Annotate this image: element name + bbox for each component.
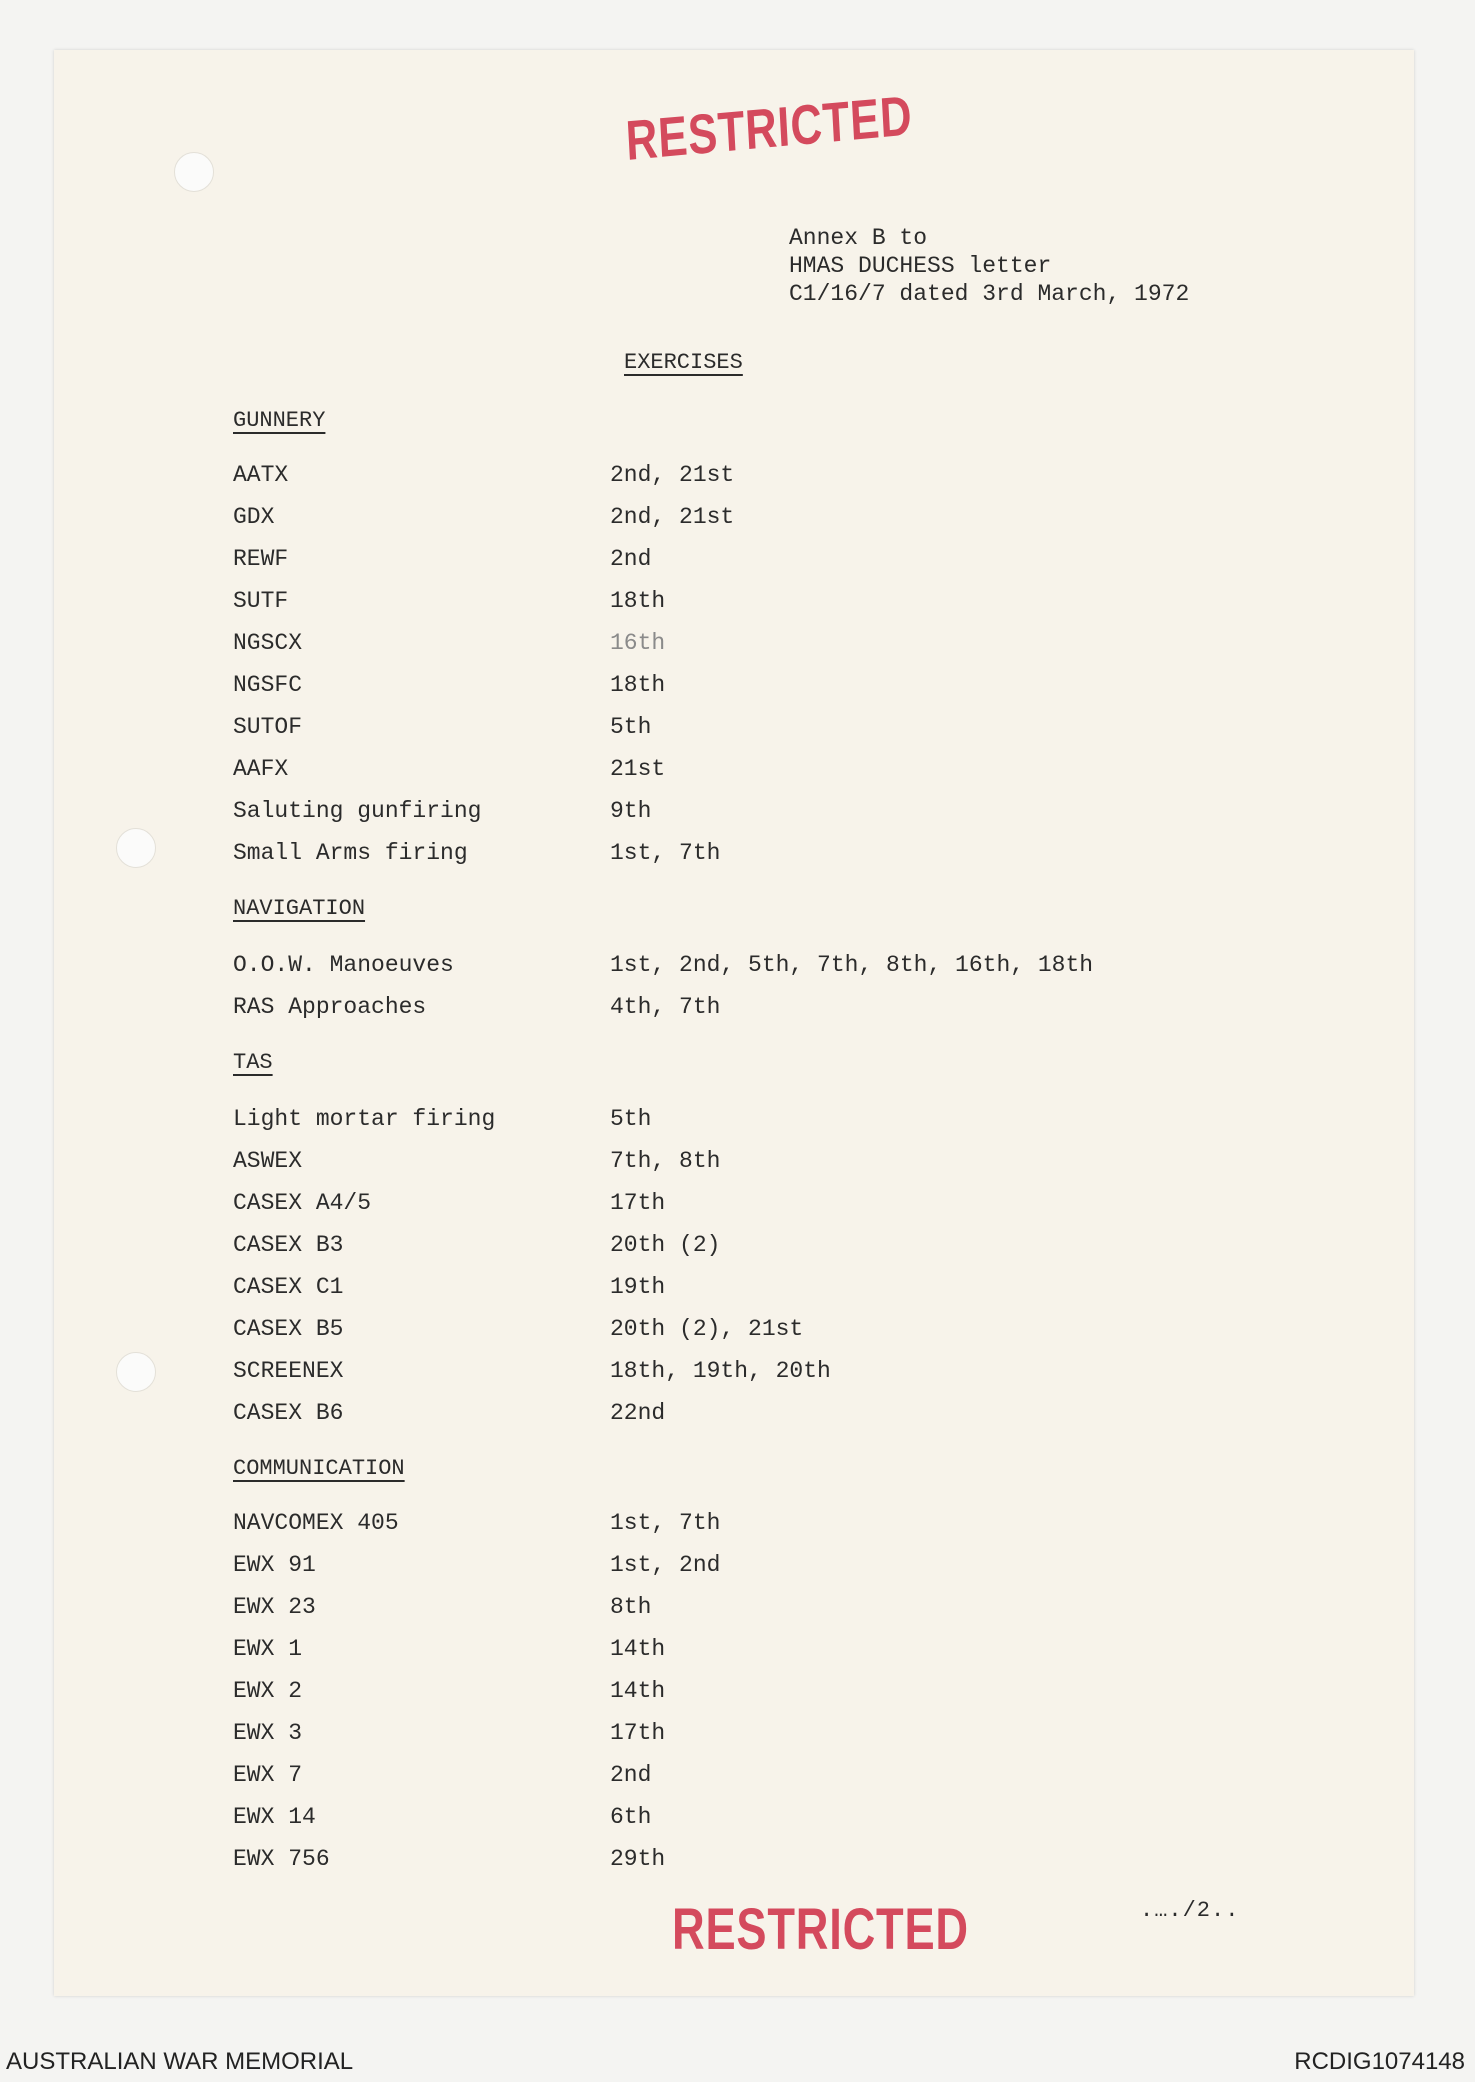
exercise-name: CASEX C1 xyxy=(233,1274,344,1300)
exercise-name: AAFX xyxy=(233,756,289,782)
exercise-dates: 7th, 8th xyxy=(610,1148,721,1174)
exercise-name: EWX 3 xyxy=(233,1720,303,1746)
exercise-dates: 16th xyxy=(610,630,666,656)
exercise-name: CASEX B6 xyxy=(233,1400,344,1426)
exercise-dates: 22nd xyxy=(610,1400,666,1426)
annex-line-1: Annex B to xyxy=(789,225,928,251)
exercise-dates: 9th xyxy=(610,798,652,824)
exercise-dates: 18th xyxy=(610,672,666,698)
exercise-dates: 1st, 2nd, 5th, 7th, 8th, 16th, 18th xyxy=(610,952,1094,978)
exercise-name: REWF xyxy=(233,546,289,572)
exercise-name: Light mortar firing xyxy=(233,1106,496,1132)
exercise-name: EWX 7 xyxy=(233,1762,303,1788)
exercise-name: SUTOF xyxy=(233,714,303,740)
exercise-dates: 18th xyxy=(610,588,666,614)
annex-line-2: HMAS DUCHESS letter xyxy=(789,253,1052,279)
exercise-dates: 5th xyxy=(610,714,652,740)
exercise-name: EWX 2 xyxy=(233,1678,303,1704)
restricted-stamp-bottom: RESTRICTED xyxy=(672,1897,969,1962)
section-heading-gunnery: GUNNERY xyxy=(233,408,326,433)
exercise-dates: 20th (2) xyxy=(610,1232,721,1258)
exercise-dates: 1st, 7th xyxy=(610,1510,721,1536)
exercise-name: NGSCX xyxy=(233,630,303,656)
exercise-dates: 1st, 2nd xyxy=(610,1552,721,1578)
page-continuation-mark: .…./2.. xyxy=(1140,1898,1240,1923)
exercise-dates: 17th xyxy=(610,1720,666,1746)
archive-reference: RCDIG1074148 xyxy=(1294,2048,1465,2075)
exercise-name: EWX 1 xyxy=(233,1636,303,1662)
exercise-dates: 19th xyxy=(610,1274,666,1300)
exercise-name: EWX 23 xyxy=(233,1594,316,1620)
exercise-dates: 6th xyxy=(610,1804,652,1830)
restricted-stamp-top: RESTRICTED xyxy=(624,83,914,172)
exercise-name: EWX 756 xyxy=(233,1846,330,1872)
exercise-dates: 2nd, 21st xyxy=(610,504,735,530)
exercise-dates: 2nd xyxy=(610,546,652,572)
exercise-dates: 21st xyxy=(610,756,666,782)
exercise-name: CASEX B5 xyxy=(233,1316,344,1342)
exercise-name: SCREENEX xyxy=(233,1358,344,1384)
exercise-name: EWX 91 xyxy=(233,1552,316,1578)
exercise-name: CASEX A4/5 xyxy=(233,1190,372,1216)
exercise-dates: 14th xyxy=(610,1678,666,1704)
page-title: EXERCISES xyxy=(624,350,743,375)
exercise-dates: 20th (2), 21st xyxy=(610,1316,804,1342)
punch-hole xyxy=(116,828,156,868)
exercise-name: NGSFC xyxy=(233,672,303,698)
exercise-dates: 2nd, 21st xyxy=(610,462,735,488)
section-heading-navigation: NAVIGATION xyxy=(233,896,366,921)
annex-line-3: C1/16/7 dated 3rd March, 1972 xyxy=(789,281,1190,307)
exercise-name: Small Arms firing xyxy=(233,840,468,866)
punch-hole xyxy=(174,152,214,192)
exercise-dates: 29th xyxy=(610,1846,666,1872)
punch-hole xyxy=(116,1352,156,1392)
exercise-dates: 4th, 7th xyxy=(610,994,721,1020)
exercise-name: O.O.W. Manoeuves xyxy=(233,952,454,978)
exercise-dates: 2nd xyxy=(610,1762,652,1788)
archive-name: AUSTRALIAN WAR MEMORIAL xyxy=(6,2048,354,2075)
exercise-dates: 1st, 7th xyxy=(610,840,721,866)
exercise-dates: 5th xyxy=(610,1106,652,1132)
exercise-name: AATX xyxy=(233,462,289,488)
exercise-name: CASEX B3 xyxy=(233,1232,344,1258)
exercise-name: GDX xyxy=(233,504,275,530)
section-heading-communication: COMMUNICATION xyxy=(233,1456,405,1481)
exercise-dates: 8th xyxy=(610,1594,652,1620)
section-heading-tas: TAS xyxy=(233,1050,273,1075)
exercise-name: NAVCOMEX 405 xyxy=(233,1510,399,1536)
exercise-name: Saluting gunfiring xyxy=(233,798,482,824)
exercise-name: ASWEX xyxy=(233,1148,303,1174)
exercise-dates: 17th xyxy=(610,1190,666,1216)
exercise-name: SUTF xyxy=(233,588,289,614)
exercise-name: RAS Approaches xyxy=(233,994,427,1020)
exercise-name: EWX 14 xyxy=(233,1804,316,1830)
exercise-dates: 14th xyxy=(610,1636,666,1662)
exercise-dates: 18th, 19th, 20th xyxy=(610,1358,831,1384)
document-sheet xyxy=(54,50,1414,1996)
